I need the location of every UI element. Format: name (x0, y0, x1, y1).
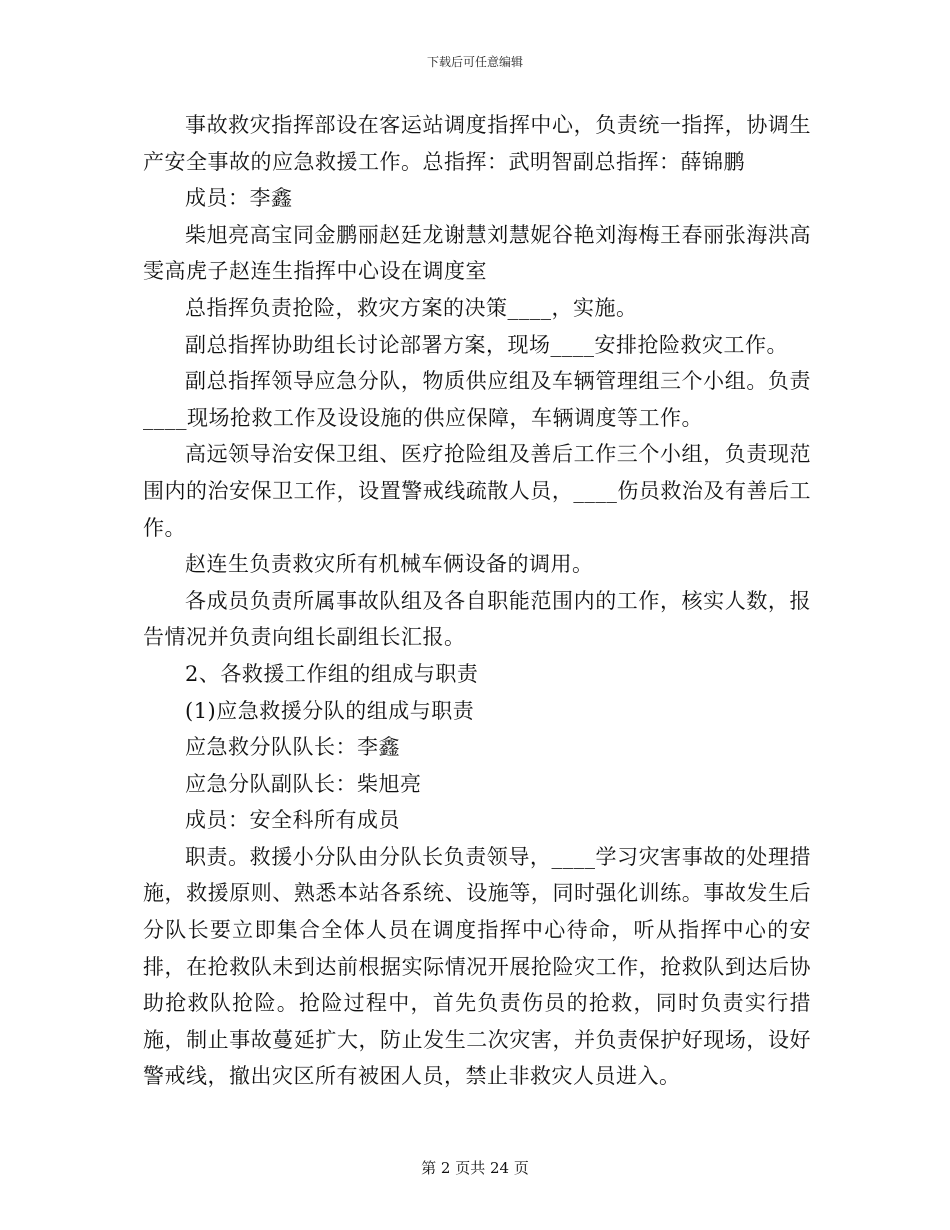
paragraph-security-groups: 高远领导治安保卫组、医疗抢险组及善后工作三个小组，负责现范围内的治安保卫工作，设置警戒线疏散人员，____伤员救治及有善后工作。 (143, 442, 811, 540)
paragraph-member-list: 柴旭亮高宝同金鹏丽赵廷龙谢慧刘慧妮谷艳刘海梅王春丽张海洪高雯高虎子赵连生指挥中心设在调度室 (143, 222, 811, 284)
paragraph-chief-duty: 总指挥负责抢险，救灾方案的决策____，实施。 (185, 295, 638, 320)
paragraph-command-center: 事故救灾指挥部设在客运站调度指挥中心，负责统一指挥，协调生产安全事故的应急救援工作。总指挥：武明智副总指挥：薛锦鹏 (143, 113, 811, 174)
paragraph-equipment: 赵连生负责救灾所有机械车俩设备的调用。 (185, 552, 594, 577)
paragraph-members: 成员：李鑫 (185, 186, 293, 211)
page-header: 下载后可任意编辑 (426, 55, 523, 69)
subsection-heading: (1)应急救援分队的组成与职责 (185, 698, 475, 723)
paragraph-team-leader: 应急救分队队长：李鑫 (185, 735, 400, 760)
paragraph-member-duty: 各成员负责所属事故队组及各自职能范围内的工作，核实人数，报告情况并负责向组长副组长汇报。 (143, 588, 811, 650)
section-heading: 2、各救援工作组的组成与职责 (185, 661, 479, 686)
paragraph-deputy-leader: 应急分队副队长：柴旭亮 (185, 771, 422, 796)
paragraph-deputy-groups: 副总指挥领导应急分队，物质供应组及车辆管理组三个小组。负责____现场抢救工作及设设施的供应保障，车辆调度等工作。 (143, 369, 811, 430)
paragraph-team-members: 成员：安全科所有成员 (185, 808, 400, 833)
document-body (143, 107, 811, 1095)
paragraph-deputy-duty: 副总指挥协助组长讨论部署方案，现场____安排抢险救灾工作。 (185, 332, 788, 357)
paragraph-responsibilities: 职责。救援小分队由分队长负责领导，____学习灾害事故的处理措施，救援原则、熟悉本站各系统、设施等，同时强化训练。事故发生后分队长要立即集合全体人员在调度指挥中心待命，听从指挥中心的安排，在抢救队未到达前根据实际情况开展抢险灾工作，抢救队到达后协助抢救队抢险。抢险过程中，首先负责伤员的抢救，同时负责实行措施，制止事故蔓延扩大，防止发生二次灾害，并负责保护好现场，设好警戒线，撤出灾区所有被困人员，禁止非救灾人员进入。 (143, 844, 811, 1089)
page-footer: 第 2 页共 24 页 (421, 1159, 529, 1177)
